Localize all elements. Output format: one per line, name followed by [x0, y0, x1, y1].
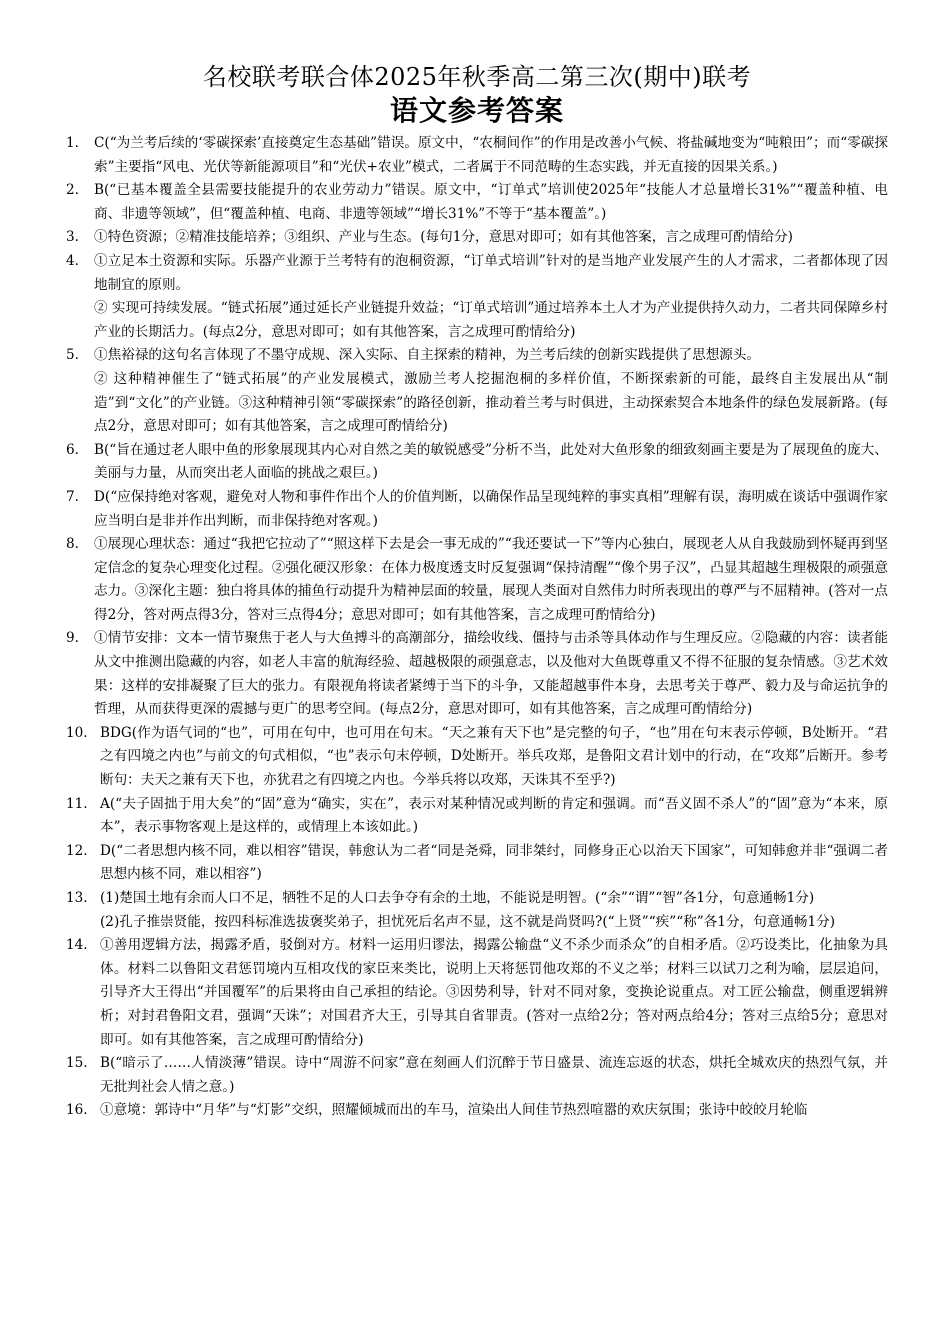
answer-number: 5. [66, 347, 79, 364]
answer-number: 4. [66, 252, 79, 269]
answer-number: 8. [66, 536, 79, 553]
answer-item [66, 887, 888, 934]
answer-item [66, 533, 888, 627]
answer-text: B(“已基本覆盖全县需要技能提升的农业劳动力”错误。原文中，“订单式”培训使2025年“技能人才总量增长31%”“覆盖种植、电商、非遗等领域”，但“覆盖种植、电商、非遗等领域”“增长31%”不等于“基本覆盖”。) [94, 182, 888, 222]
answer-text: (1)楚国土地有余而人口不足，牺牲不足的人口去争夺有余的土地，不能说是明智。(“余”“谓”“智”各1分，句意通畅1分) [100, 890, 815, 906]
answer-text: ①意境：郭诗中“月华”与“灯影”交织，照耀倾城而出的车马，渲染出人间佳节热烈喧嚣的欢庆氛围；张诗中皎皎月轮临 [100, 1102, 808, 1119]
answer-text: BDG(作为语气词的“也”，可用在句中，也可用在句末。“天之兼有天下也”是完整的句子，“也”用在句末表示停顿，B处断开。“君之有四境之内也”与前文的句式相似，“也”表示句末停顿，D处断开。举兵攻郑，是鲁阳文君计划中的行动，在“攻郑”后断开。参考断句：夫天之兼有天下也，亦犹君之有四境之内也。今举兵将以攻郑，天诛其不至乎?) [100, 724, 888, 789]
answer-text: B(“暗示了……人情淡薄”错误。诗中“周游不问家”意在刻画人们沉醉于节日盛景、流连忘返的状态，烘托全城欢庆的热烈气氛，并无批判社会人情之意。) [100, 1055, 888, 1095]
answer-number: 12. [66, 842, 88, 859]
answer-number: 10. [66, 724, 88, 741]
answer-text: ①善用逻辑方法，揭露矛盾，驳倒对方。材料一运用归谬法，揭露公输盘“义不杀少而杀众”的自相矛盾。②巧设类比，化抽象为具体。材料二以鲁阳文君惩罚境内互相攻伐的家臣来类比，说明上天将惩罚他攻郑的不义之举；材料三以试刀之利为喻，层层追问，引导齐大王得出“并国覆军”的后果将由自己承担的结论。③因势利导，针对不同对象，变换论说重点。对工匠公输盘，侧重逻辑辨析；对封君鲁阳文君，强调“天诛”；对国君齐大王，引导其自省罪责。(答对一点给2分；答对两点给4分；答对三点给5分；意思对即可。如有其他答案，言之成理可酌情给分) [100, 937, 888, 1048]
answer-number: 2. [66, 182, 79, 199]
answer-text: ①展现心理状态：通过“我把它拉动了”“照这样下去是会一事无成的”“我还要试一下”等内心独白，展现老人从自我鼓励到怀疑再到坚定信念的复杂心理变化过程。②强化硬汉形象：在体力极度透支时反复强调“保持清醒”“像个男子汉”，凸显其超越生理极限的顽强意志力。③深化主题：独白将具体的捕鱼行动提升为精神层面的较量，展现人类面对自然伟力时所表现出的尊严与不屈精神。(答对一点得2分，答对两点得3分，答对三点得4分；意思对即可；如有其他答案，言之成理可酌情给分) [94, 536, 888, 623]
answer-number: 9. [66, 630, 79, 647]
answer-item [66, 179, 888, 226]
document-header [66, 62, 888, 128]
answer-text: D(“二者思想内核不同，难以相容”错误，韩愈认为二者“同是尧舜，同非桀纣，同修身正心以治天下国家”，可知韩愈并非“强调二者思想内核不同，难以相容”) [100, 842, 888, 883]
answer-key-heading: 语文参考答案 [389, 94, 564, 127]
answer-item [66, 344, 888, 438]
answer-number: 6. [66, 441, 79, 458]
answer-item [66, 722, 888, 793]
answer-item [66, 486, 888, 533]
answer-number: 15. [66, 1055, 88, 1072]
answer-number: 7. [66, 488, 79, 505]
answer-item [66, 439, 888, 486]
answer-item [66, 934, 888, 1052]
answer-item [66, 793, 888, 840]
answer-item [66, 840, 888, 887]
answer-text: ② 实现可持续发展。“链式拓展”通过延长产业链提升效益；“订单式培训”通过培养本土人才为产业提供持久动力，二者共同保障乡村产业的长期活力。(每点2分，意思对即可；如有其他答案，言之成理可酌情给分) [94, 300, 888, 340]
answer-number: 1. [66, 135, 79, 151]
answer-item [66, 1052, 888, 1099]
answer-item [66, 250, 888, 344]
answer-number: 16. [66, 1102, 88, 1119]
answer-text: B(“旨在通过老人眼中鱼的形象展现其内心对自然之美的敏锐感受”分析不当，此处对大鱼形象的细致刻画主要是为了展现鱼的庞大、美丽与力量，从而突出老人面临的挑战之艰巨。) [94, 441, 888, 482]
answer-text: C(“为兰考后续的‘零碳探索’直接奠定生态基础”错误。原文中，“农桐间作”的作用是改善小气候、将盐碱地变为“吨粮田”；而“零碳探索”主要指“风电、光伏等新能源项目”和“光伏+农业”模式，二者属于不同范畴的生态实践，并无直接的因果关系。) [94, 135, 888, 175]
answer-text: ①立足本土资源和实际。乐器产业源于兰考特有的泡桐资源，“订单式培训”针对的是当地产业发展产生的人才需求，二者都体现了因地制宜的原则。 [94, 252, 888, 293]
answer-item [66, 132, 888, 179]
answer-text: D(“应保持绝对客观，避免对人物和事件作出个人的价值判断，以确保作品呈现纯粹的事实真相”理解有误，海明威在谈话中强调作家应当明白是非并作出判断，而非保持绝对客观。) [94, 488, 888, 529]
answer-item [66, 226, 888, 250]
answer-text: ①特色资源；②精准技能培养；③组织、产业与生态。(每句1分，意思对即可；如有其他答案，言之成理可酌情给分) [94, 229, 793, 246]
answer-item [66, 1099, 888, 1123]
answer-list [66, 132, 888, 1123]
answer-text: (2)孔子推崇贤能，按四科标准选拔褒奖弟子，担忧死后名声不显，这不就是尚贤吗?(“上贤”“疾”“称”各1分，句意通畅1分) [100, 913, 836, 930]
answer-text: A(“夫子固拙于用大矣”的“固”意为“确实，实在”，表示对某种情况或判断的肯定和强调。而“吾义固不杀人”的“固”意为“本来，原本”，表示事物客观上是这样的，或情理上本该如此。) [100, 795, 888, 836]
answer-text: ①焦裕禄的这句名言体现了不墨守成规、深入实际、自主探索的精神，为兰考后续的创新实践提供了思想源头。 [94, 347, 761, 364]
answer-item [66, 627, 888, 721]
answer-number: 13. [66, 890, 88, 906]
answer-number: 3. [66, 229, 79, 246]
answer-number: 14. [66, 937, 88, 954]
answer-number: 11. [66, 795, 88, 812]
exam-title: 名校联考联合体2025年秋季高二第三次(期中)联考 [202, 63, 752, 91]
answer-text: ①情节安排：文本一情节聚焦于老人与大鱼搏斗的高潮部分，描绘收线、僵持与击杀等具体动作与生理反应。②隐藏的内容：读者能从文中推测出隐藏的内容，如老人丰富的航海经验、超越极限的顽强意志，以及他对大鱼既尊重又不得不征服的复杂情感。③艺术效果：这样的安排凝聚了巨大的张力。有限视角将读者紧缚于当下的斗争，又能超越事件本身，去思考关于尊严、毅力及与命运抗争的哲理，从而获得更深的震撼与更广的思考空间。(每点2分，意思对即可，如有其他答案，言之成理可酌情给分) [94, 630, 888, 718]
answer-text: ② 这种精神催生了“链式拓展”的产业发展模式，激励兰考人挖掘泡桐的多样价值，不断探索新的可能，最终自主发展出从“制造”到“文化”的产业链。③这种精神引领“零碳探索”的路径创新，推动着兰考与时俱进，主动探索契合本地条件的绿色发展新路。(每点2分，意思对即可；如有其他答案，言之成理可酌情给分) [94, 370, 888, 435]
